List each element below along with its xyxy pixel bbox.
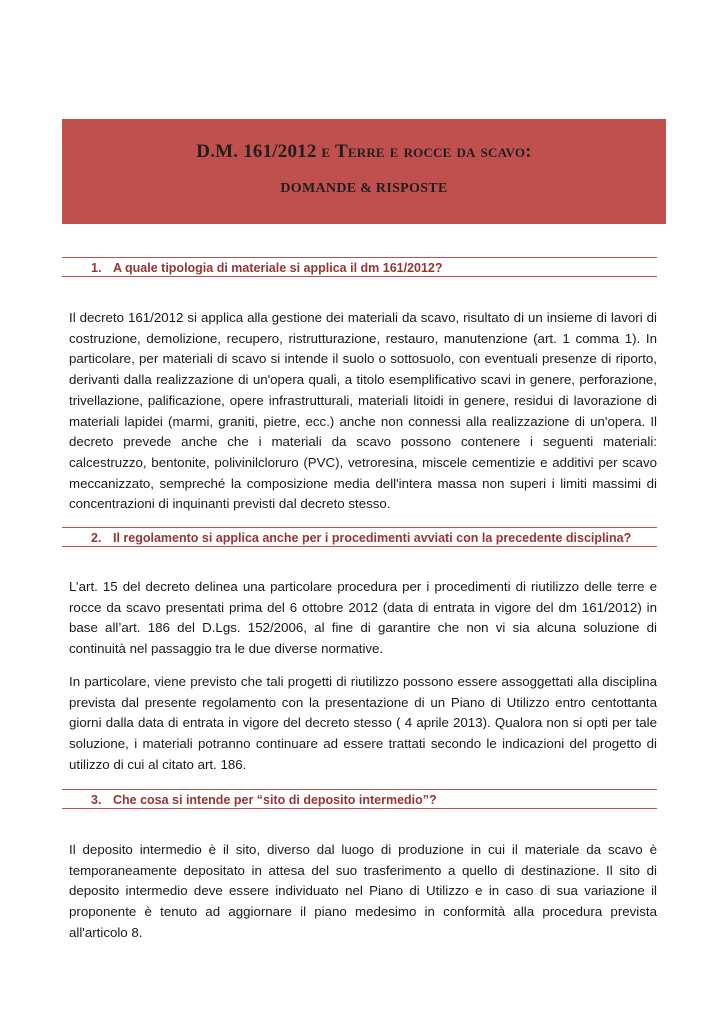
question-heading-3 xyxy=(62,789,657,809)
answer-paragraph: Il deposito intermedio è il sito, diverso dal luogo di produzione in cui il materiale da scavo è temporaneamente depositato in attesa del suo trasferimento a quello di destinazione. Il sito di deposito intermedio deve essere individuato nel Piano di Utilizzo e in caso di sua variazione il proponente è tenuto ad aggiornare il piano medesimo in conformità alla procedura prevista all'articolo 8. xyxy=(69,842,657,940)
title-banner xyxy=(62,119,666,224)
question-heading-2 xyxy=(62,527,657,547)
question-text: A quale tipologia di materiale si applica il dm 161/2012? xyxy=(113,261,443,275)
question-text: Il regolamento si applica anche per i procedimenti avviati con la precedente disciplina? xyxy=(113,531,632,545)
document-subtitle xyxy=(62,181,666,197)
question-number: 2. xyxy=(91,531,102,545)
question-text: Che cosa si intende per “sito di deposito intermedio”? xyxy=(113,793,437,807)
question-number: 1. xyxy=(91,261,102,275)
answer-paragraph: In particolare, viene previsto che tali progetti di riutilizzo possono essere assoggettati alla disciplina prevista dal presente regolamento con la presentazione di un Piano di Utilizzo entro centottanta giorni dalla data di entrata in vigore del decreto stesso ( 4 aprile 2013). Qualora non si opti per tale soluzione, i materiali potranno continuare ad essere trattati secondo le indicazioni del progetto di utilizzo di cui al citato art. 186. xyxy=(69,674,657,772)
document-title xyxy=(62,141,666,163)
answer-paragraph: Il decreto 161/2012 si applica alla gestione dei materiali da scavo, risultato di un insieme di lavori di costruzione, demolizione, recupero, ristrutturazione, restauro, manutenzione (art. 1 comma 1). In particolare, per materiali di scavo si intende il suolo o sottosuolo, con eventuali presenze di riporto, derivanti dalla realizzazione di un'opera quali, a titolo esemplificativo scavi in genere, perforazione, trivellazione, palificazione, opere infrastrutturali, materiali litoidi in genere, residui di lavorazione di materiali lapidei (marmi, graniti, pietre, ecc.) anche non connessi alla realizzazione di un'opera. Il decreto prevede anche che i materiali da scavo possono contenere i seguenti materiali: calcestruzzo, bentonite, polivinilcloruro (PVC), vetroresina, miscele cementizie e additivi per scavo meccanizzato, sempreché la composizione media dell'intera massa non superi i limiti massimi di concentrazioni di inquinanti previsti dal decreto stesso. xyxy=(69,310,657,512)
question-heading-1 xyxy=(62,257,657,277)
title-text: D.M. 161/2012 e Terre e rocce da scavo: xyxy=(196,141,532,162)
answer-paragraph: L’art. 15 del decreto delinea una particolare procedura per i procedimenti di riutilizzo delle terre e rocce da scavo presentati prima del 6 ottobre 2012 (data di entrata in vigore del dm 161/2012) in base all’art. 186 del D.Lgs. 152/2006, al fine di garantire che non vi sia alcuna soluzione di continuità nel passaggio tra le due diverse normative. xyxy=(69,579,657,657)
subtitle-text: DOMANDE & RISPOSTE xyxy=(280,181,448,196)
question-number: 3. xyxy=(91,793,102,807)
